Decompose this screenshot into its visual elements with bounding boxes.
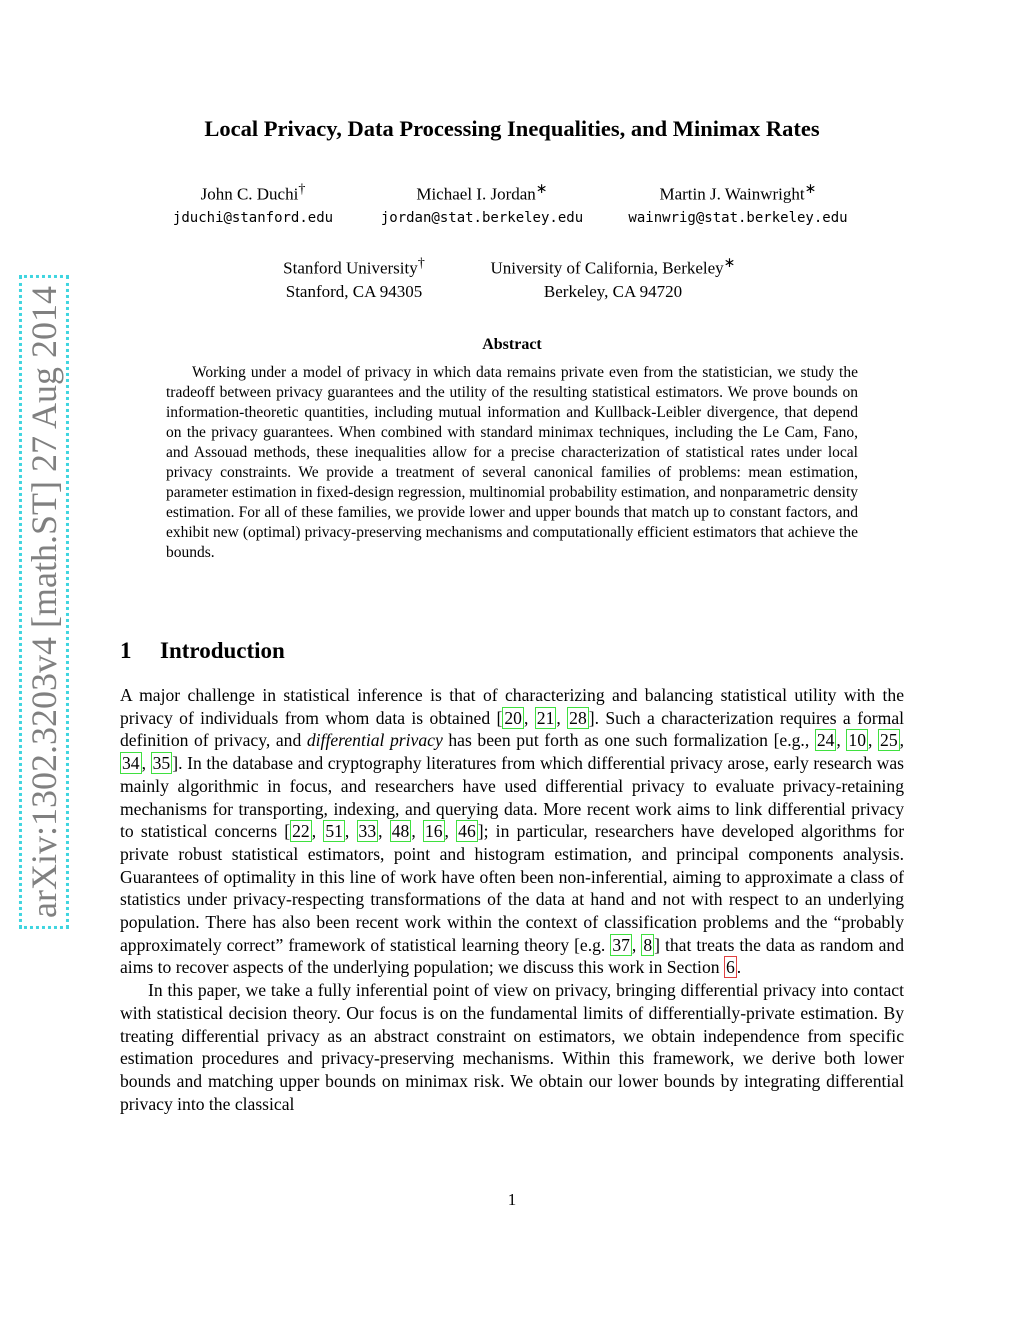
citation-link[interactable]: 33 bbox=[358, 821, 377, 842]
section-heading bbox=[120, 638, 285, 664]
abstract-heading: Abstract bbox=[482, 336, 542, 353]
citation-link[interactable]: 10 bbox=[848, 730, 867, 751]
author-mark: ∗ bbox=[535, 181, 548, 197]
arxiv-sidebar bbox=[14, 286, 74, 918]
arxiv-identifier[interactable]: arXiv:1302.3203v4 [math.ST] 27 Aug 2014 bbox=[19, 275, 69, 929]
author-mark: † bbox=[298, 181, 306, 197]
institution-address: Berkeley, CA 94720 bbox=[543, 281, 683, 301]
author-email[interactable]: jduchi@stanford.edu bbox=[172, 209, 334, 226]
citation-link[interactable]: 37 bbox=[612, 934, 630, 955]
citation-link[interactable]: 16 bbox=[424, 821, 443, 842]
abstract-text: Working under a model of privacy in which data remains private even from the statistician, we study the tradeoff between privacy guarantees and the utility of the resulting statistical estimators. We prove bounds on information-theoretic quantities, including mutual information and Kullback-Leibler divergence, that depend on the privacy guarantees. When combined with standard minimax techniques, including the Le Cam, Fano, and Assouad methods, these inequalities allow for a precise characterization of statistical rates under local privacy constraints. We provide a treatment of several canonical families of problems: mean estimation, parameter estimation in fixed-design regression, multinomial probability estimation, and nonparametric density estimation. For all of these families, we provide lower and upper bounds that match up to constant factors, and exhibit new (optimal) privacy-preserving mechanisms and computationally efficient estimators that achieve the bounds. bbox=[166, 364, 858, 561]
author-duchi bbox=[168, 181, 338, 226]
citation-link[interactable]: 35 bbox=[152, 753, 171, 774]
citation-link[interactable]: 8 bbox=[643, 934, 653, 955]
citation-link[interactable]: 48 bbox=[391, 821, 410, 842]
affiliation-stanford bbox=[262, 252, 446, 303]
author-mark: ∗ bbox=[804, 181, 817, 197]
citation-link[interactable]: 21 bbox=[536, 707, 555, 728]
emphasis: differential privacy bbox=[306, 730, 443, 751]
institution-address: Stanford, CA 94305 bbox=[285, 281, 423, 301]
citation-link[interactable]: 51 bbox=[325, 821, 343, 842]
citation-link[interactable]: 34 bbox=[122, 753, 140, 774]
institution-name: Stanford University bbox=[283, 258, 418, 278]
author-jordan bbox=[356, 181, 608, 226]
author-name: John C. Duchi bbox=[200, 184, 299, 204]
paragraph: In this paper, we take a fully inferential point of view on privacy, bringing differential privacy into contact with statistical decision theory. Our focus is on the fundamental limits of differentially-private estimation. By treating differential privacy as an abstract constraint on estimators, we obtain independence from specific estimation procedures and privacy-preserving mechanisms. Within this framework, we derive both lower bounds and matching upper bounds on minimax risk. We obtain our lower bounds by integrating differential privacy into the classical bbox=[120, 980, 904, 1114]
citation-link[interactable]: 24 bbox=[816, 730, 835, 751]
citation-link[interactable]: 46 bbox=[458, 821, 476, 842]
citation-link[interactable]: 20 bbox=[504, 707, 522, 728]
page-number: 1 bbox=[507, 1190, 517, 1209]
affiliation-berkeley bbox=[464, 252, 762, 303]
paragraph: A major challenge in statistical inference is that of characterizing and balancing statistical utility with the privacy of individuals from whom data is obtained [ 20 , 21 , 28 ]. Such a characterization requires a formal definition of privacy, and differential privacy has been put forth as one such formalization [e.g., 24 , 10 , 25 , 34 , 35 ]. In the database and cryptography literatures from which differential privacy arose, early research was mainly algorithmic in focus, and researchers have used differential privacy to evaluate privacy-retaining mechanisms for transporting, indexing, and querying data. More recent work aims to link differential privacy to statistical concerns [ 22 , 51 , 33 , 48 , 16 , 46 ]; in particular, researchers have developed algorithms for private robust statistical estimators, point and histogram estimation, and principal components analysis. Guarantees of optimality in this line of work have often been non-inferential, aiming to approximate a class of statistics under privacy-respecting transformations of the data at hand and not with respect to an underlying population. There has also been recent work within the context of classification problems and the “probably approximately correct” framework of statistical learning theory [e.g. 37 , 8 ] that treats the data as random and aims to recover aspects of the underlying population; we discuss this work in Section 6 . bbox=[120, 685, 905, 978]
citation-link[interactable]: 25 bbox=[880, 730, 898, 751]
affiliation-mark: ∗ bbox=[723, 255, 736, 271]
abstract bbox=[166, 363, 858, 563]
citation-link[interactable]: 28 bbox=[569, 707, 587, 728]
author-email[interactable]: jordan@stat.berkeley.edu bbox=[380, 209, 584, 226]
body-text bbox=[120, 684, 904, 1115]
institution-name: University of California, Berkeley bbox=[490, 258, 724, 278]
section-number: 1 bbox=[120, 638, 132, 663]
section-title: Introduction bbox=[160, 638, 285, 663]
author-name: Michael I. Jordan bbox=[416, 184, 536, 204]
citation-link[interactable]: 22 bbox=[292, 821, 310, 842]
author-wainwright bbox=[610, 181, 866, 226]
author-email[interactable]: wainwrig@stat.berkeley.edu bbox=[628, 209, 848, 226]
paper-title: Local Privacy, Data Processing Inequalities, and Minimax Rates bbox=[204, 116, 820, 141]
author-name: Martin J. Wainwright bbox=[659, 184, 805, 204]
affiliation-mark: † bbox=[417, 255, 425, 271]
section-link[interactable]: 6 bbox=[725, 957, 735, 978]
